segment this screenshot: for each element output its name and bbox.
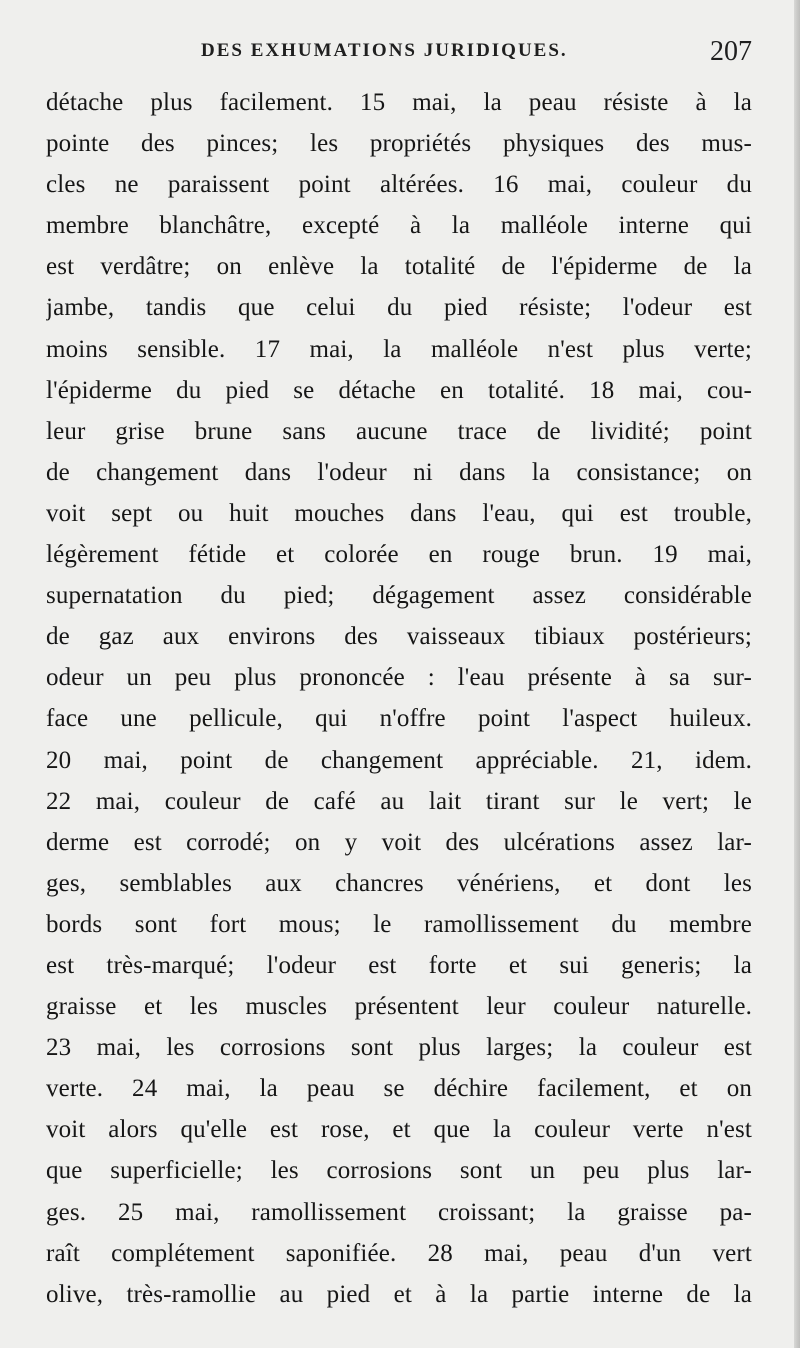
text-line: graisse et les muscles présentent leur couleur naturelle.: [46, 993, 752, 1021]
text-line: 23 mai, les corrosions sont plus larges; la couleur est: [46, 1034, 752, 1062]
text-line: ges, semblables aux chancres vénériens, et dont les: [46, 869, 752, 897]
body-text: [46, 82, 752, 1315]
text-line: l'épiderme du pied se détache en totalité. 18 mai, cou-: [46, 376, 752, 404]
page-header: [46, 36, 752, 70]
text-line: ges. 25 mai, ramollissement croissant; la graisse pa-: [46, 1198, 752, 1226]
text-line: bords sont fort mous; le ramollissement du membre: [46, 910, 752, 938]
text-line: jambe, tandis que celui du pied résiste; l'odeur est: [46, 294, 752, 322]
text-line: que superficielle; les corrosions sont un peu plus lar-: [46, 1157, 752, 1185]
text-line: pointe des pinces; les propriétés physiques des mus-: [46, 130, 752, 158]
text-line: moins sensible. 17 mai, la malléole n'est plus verte;: [46, 335, 752, 363]
text-line: cles ne paraissent point altérées. 16 mai, couleur du: [46, 171, 752, 199]
text-line: derme est corrodé; on y voit des ulcérations assez lar-: [46, 828, 752, 856]
text-line: de gaz aux environs des vaisseaux tibiaux postérieurs;: [46, 623, 752, 651]
text-line: voit sept ou huit mouches dans l'eau, qui est trouble,: [46, 499, 752, 527]
text-line: face une pellicule, qui n'offre point l'aspect huileux.: [46, 705, 752, 733]
text-line: odeur un peu plus prononcée : l'eau présente à sa sur-: [46, 664, 752, 692]
text-line: détache plus facilement. 15 mai, la peau résiste à la: [46, 89, 752, 116]
running-title: DES EXHUMATIONS JURIDIQUES.: [201, 40, 568, 61]
text-line: de changement dans l'odeur ni dans la consistance; on: [46, 458, 752, 486]
text-line: supernatation du pied; dégagement assez considérable: [46, 582, 752, 610]
text-line: 20 mai, point de changement appréciable. 21, idem.: [46, 746, 752, 774]
text-line: raît complétement saponifiée. 28 mai, peau d'un vert: [46, 1239, 752, 1267]
text-line: est très-marqué; l'odeur est forte et sui generis; la: [46, 951, 752, 979]
text-line: est verdâtre; on enlève la totalité de l'épiderme de la: [46, 253, 752, 281]
text-line: membre blanchâtre, excepté à la malléole interne qui: [46, 212, 752, 240]
text-line: olive, très-ramollie au pied et à la partie interne de la: [46, 1280, 752, 1308]
text-line: voit alors qu'elle est rose, et que la couleur verte n'est: [46, 1116, 752, 1144]
text-line: leur grise brune sans aucune trace de lividité; point: [46, 417, 752, 445]
page-number: 207: [710, 36, 752, 67]
text-line: 22 mai, couleur de café au lait tirant sur le vert; le: [46, 787, 752, 815]
text-line: verte. 24 mai, la peau se déchire facilement, et on: [46, 1075, 752, 1103]
text-line: légèrement fétide et colorée en rouge brun. 19 mai,: [46, 541, 752, 569]
